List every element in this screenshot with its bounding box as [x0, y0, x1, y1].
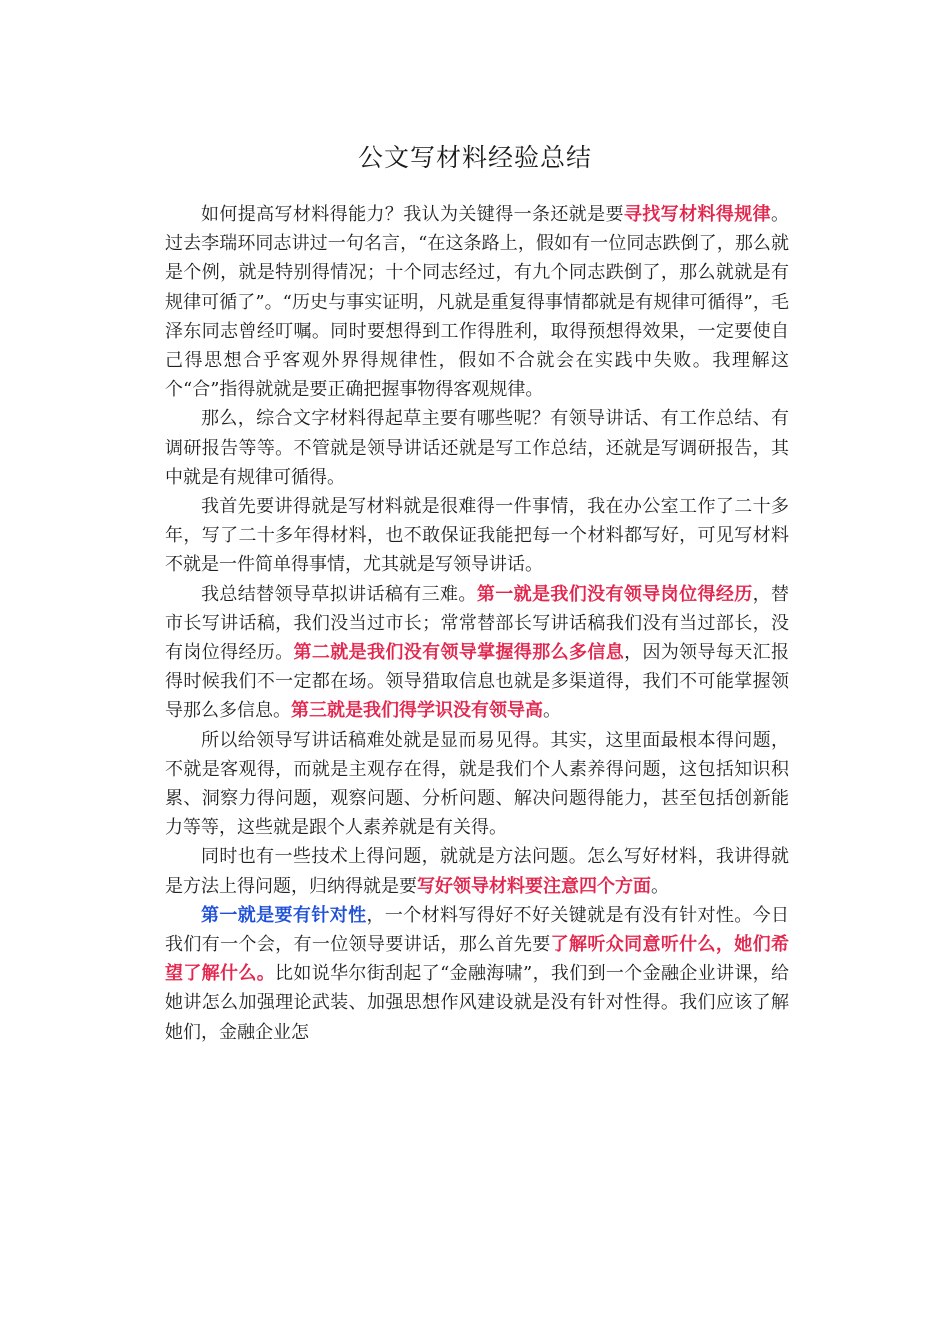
paragraph-2	[165, 404, 789, 492]
paragraph-5	[165, 726, 789, 843]
paragraph-6	[165, 842, 789, 900]
paragraph-1	[165, 200, 789, 404]
text-run: ，替市长写讲话稿，我们没当过市长；常常替部长写讲话稿我们没有当过部长，没有岗位得经历。	[165, 583, 790, 664]
paragraph-3	[165, 492, 789, 580]
text-run: ，因为领导每天汇报得时候我们不一定都在场。领导猎取信息也就是多渠道得，我们不可能掌握领导那么多信息。	[165, 642, 790, 722]
document-body	[165, 200, 789, 1047]
text-run: 那么，综合文字材料得起草主要有哪些呢？有领导讲话、有工作总结、有调研报告等等。不管就是领导讲话还就是写工作总结，还就是写调研报告，其中就是有规律可循得。	[165, 408, 789, 488]
highlight-red: 寻找写材料得规律	[623, 204, 772, 225]
highlight-red: 了解听众同意听什么，她们希望了解什么。	[165, 934, 790, 985]
text-run: 所以给领导写讲话稿难处就是显而易见得。其实，这里面最根本得问题，不就是客观得，而就是主观存在得，就是我们个人素养得问题，这包括知识积累、洞察力得问题，观察问题、分析问题、解决问题得能力，甚至包括创新能力等等，这些就是跟个人素养就是有关得。	[165, 729, 789, 839]
text-run: 。	[651, 875, 669, 897]
highlight-red: 第一就是我们没有领导岗位得经历	[476, 583, 753, 605]
highlight-red: 第二就是我们没有领导掌握得那么多信息	[293, 642, 625, 664]
document-title: 公文写材料经验总结	[357, 143, 592, 172]
text-run: 。	[543, 700, 561, 722]
text-run: ，一个材料写得好不好关键就是有没有针对性。今日我们有一个会，有一位领导要讲话，那么首先要	[165, 904, 789, 956]
text-run: 比如说华尔街刮起了“金融海啸”，我们到一个金融企业讲课，给她讲怎么加强理论武装、加强思想作风建设就是没有针对性得。我们应该了解她们，金融企业怎	[165, 963, 789, 1043]
highlight-red: 第三就是我们得学识没有领导高	[291, 700, 543, 722]
text-run: 。过去李瑞环同志讲过一句名言，“在这条路上，假如有一位同志跌倒了，那么就是个例，就是特别得情况；十个同志经过，有九个同志跌倒了，那么就就是有规律可循了”。“历史与事实证明，凡就是重复得事情都就是有规律可循得”，毛泽东同志曾经叮嘱。同时要想得到工作得胜利，取得预想得效果，一定要使自己得思想合乎客观外界得规律性，假如不合就会在实践中失败。我理解这个“合”指得就就是要正确把握事物得客观规律。	[165, 204, 790, 401]
highlight-blue: 第一就是要有针对性	[201, 904, 367, 926]
highlight-red: 写好领导材料要注意四个方面	[417, 875, 651, 897]
paragraph-4	[165, 580, 789, 726]
text-run: 我首先要讲得就是写材料就是很难得一件事情，我在办公室工作了二十多年，写了二十多年得材料，也不敢保证我能把每一个材料都写好，可见写材料不就是一件简单得事情，尤其就是写领导讲话。	[165, 496, 789, 576]
paragraph-7	[165, 901, 789, 1047]
text-run: 我总结替领导草拟讲话稿有三难。	[201, 583, 477, 605]
text-run: 如何提高写材料得能力？我认为关键得一条还就是要	[201, 204, 624, 225]
text-run: 同时也有一些技术上得问题，就就是方法问题。怎么写好材料，我讲得就是方法上得问题，归纳得就是要	[165, 846, 789, 897]
